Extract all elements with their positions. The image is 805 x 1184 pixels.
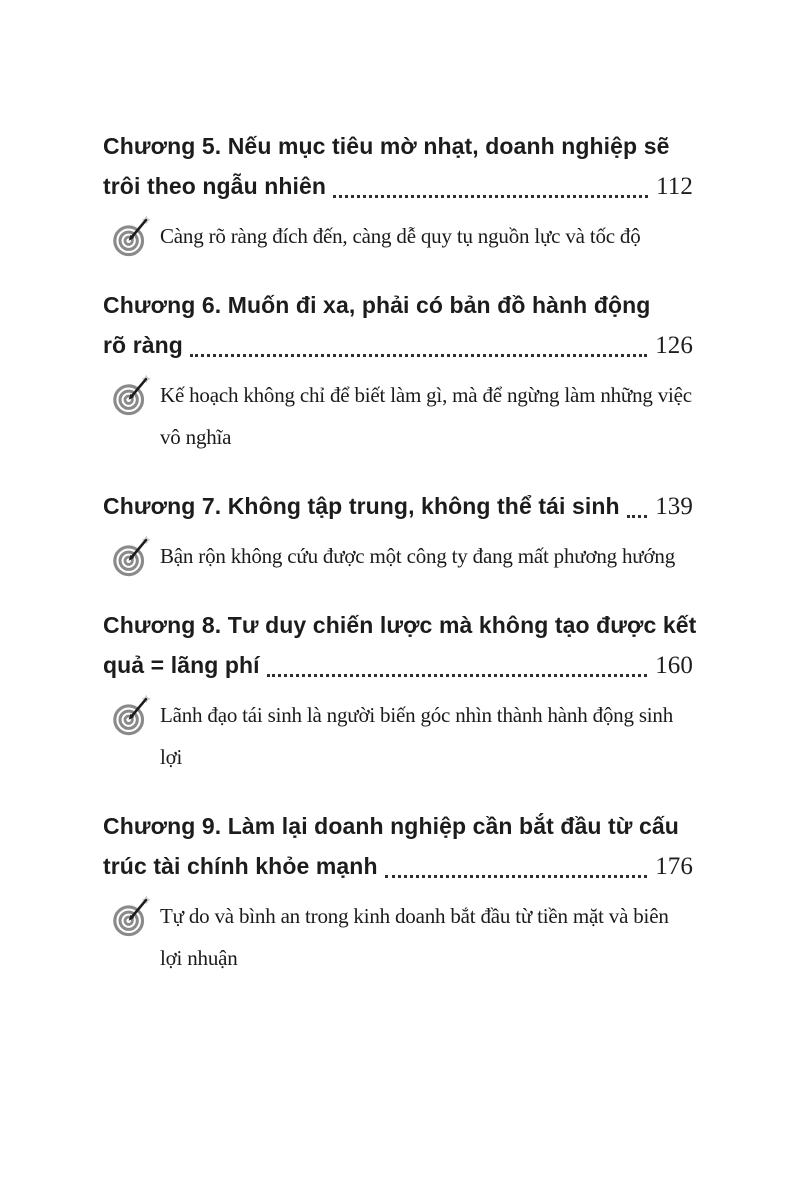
chapter-title-line-with-page bbox=[103, 645, 693, 686]
bullet-item bbox=[103, 895, 693, 979]
page-number: 126 bbox=[655, 332, 693, 359]
chapter-title-text: trúc tài chính khỏe mạnh bbox=[103, 853, 378, 879]
chapter-title-text: trôi theo ngẫu nhiên bbox=[103, 173, 327, 199]
bullet-item bbox=[103, 215, 693, 257]
chapter-title-line: Chương 8. Tư duy chiến lược mà không tạo được kết bbox=[103, 612, 697, 638]
toc-entry bbox=[103, 486, 693, 577]
chapter-title-line-with-page bbox=[103, 486, 693, 527]
page-number: 176 bbox=[655, 853, 693, 880]
toc-entry bbox=[103, 285, 693, 458]
dot-leader bbox=[190, 354, 647, 357]
chapter-title-line-with-page bbox=[103, 325, 693, 366]
chapter-title-text: Chương 7. Không tập trung, không thể tái sinh bbox=[103, 493, 620, 519]
toc-list bbox=[103, 126, 697, 979]
chapter-heading bbox=[103, 285, 693, 366]
chapter-heading bbox=[103, 806, 693, 887]
chapter-title-line-with-page bbox=[103, 166, 693, 207]
chapter-title-text: quả = lãng phí bbox=[103, 652, 260, 678]
chapter-heading bbox=[103, 486, 693, 527]
toc-entry bbox=[103, 126, 693, 257]
bullseye-dart-svg bbox=[113, 895, 151, 937]
bullseye-dart-icon bbox=[113, 895, 151, 937]
bullet-item bbox=[103, 535, 693, 577]
chapter-title-line: Chương 9. Làm lại doanh nghiệp cần bắt đầu từ cấu bbox=[103, 813, 679, 839]
page-number: 139 bbox=[655, 493, 693, 520]
bullet-item bbox=[103, 374, 693, 458]
bullet-item bbox=[103, 694, 693, 778]
chapter-title-text: rõ ràng bbox=[103, 332, 183, 358]
bullseye-dart-icon bbox=[113, 374, 151, 416]
bullet-takeaway-text: Bận rộn không cứu được một công ty đang mất phương hướng bbox=[160, 544, 675, 568]
chapter-title-line: Chương 6. Muốn đi xa, phải có bản đồ hành động bbox=[103, 292, 651, 318]
toc-entry bbox=[103, 605, 697, 778]
toc-entry bbox=[103, 806, 693, 979]
chapter-heading bbox=[103, 126, 693, 207]
chapter-title-line: Chương 5. Nếu mục tiêu mờ nhạt, doanh nghiệp sẽ bbox=[103, 133, 670, 159]
page-number: 160 bbox=[655, 652, 693, 679]
dot-leader bbox=[267, 674, 648, 677]
bullseye-dart-svg bbox=[113, 374, 151, 416]
bullseye-dart-icon bbox=[113, 215, 151, 257]
bullet-takeaway-text: Lãnh đạo tái sinh là người biến góc nhìn thành hành động sinh lợi bbox=[160, 703, 674, 769]
bullet-takeaway-text: Càng rõ ràng đích đến, càng dễ quy tụ nguồn lực và tốc độ bbox=[160, 224, 641, 248]
bullseye-dart-svg bbox=[113, 215, 151, 257]
bullseye-dart-icon bbox=[113, 694, 151, 736]
bullseye-dart-svg bbox=[113, 535, 151, 577]
bullet-takeaway-text: Kế hoạch không chỉ để biết làm gì, mà để ngừng làm những việc vô nghĩa bbox=[160, 383, 692, 449]
bullseye-dart-icon bbox=[113, 535, 151, 577]
bullet-takeaway-text: Tự do và bình an trong kinh doanh bắt đầu từ tiền mặt và biên lợi nhuận bbox=[160, 904, 669, 970]
bullseye-dart-svg bbox=[113, 694, 151, 736]
chapter-title-line-with-page bbox=[103, 846, 693, 887]
dot-leader bbox=[627, 515, 648, 518]
chapter-heading bbox=[103, 605, 697, 686]
dot-leader bbox=[333, 195, 648, 198]
page-number: 112 bbox=[656, 173, 693, 200]
dot-leader bbox=[385, 875, 648, 878]
